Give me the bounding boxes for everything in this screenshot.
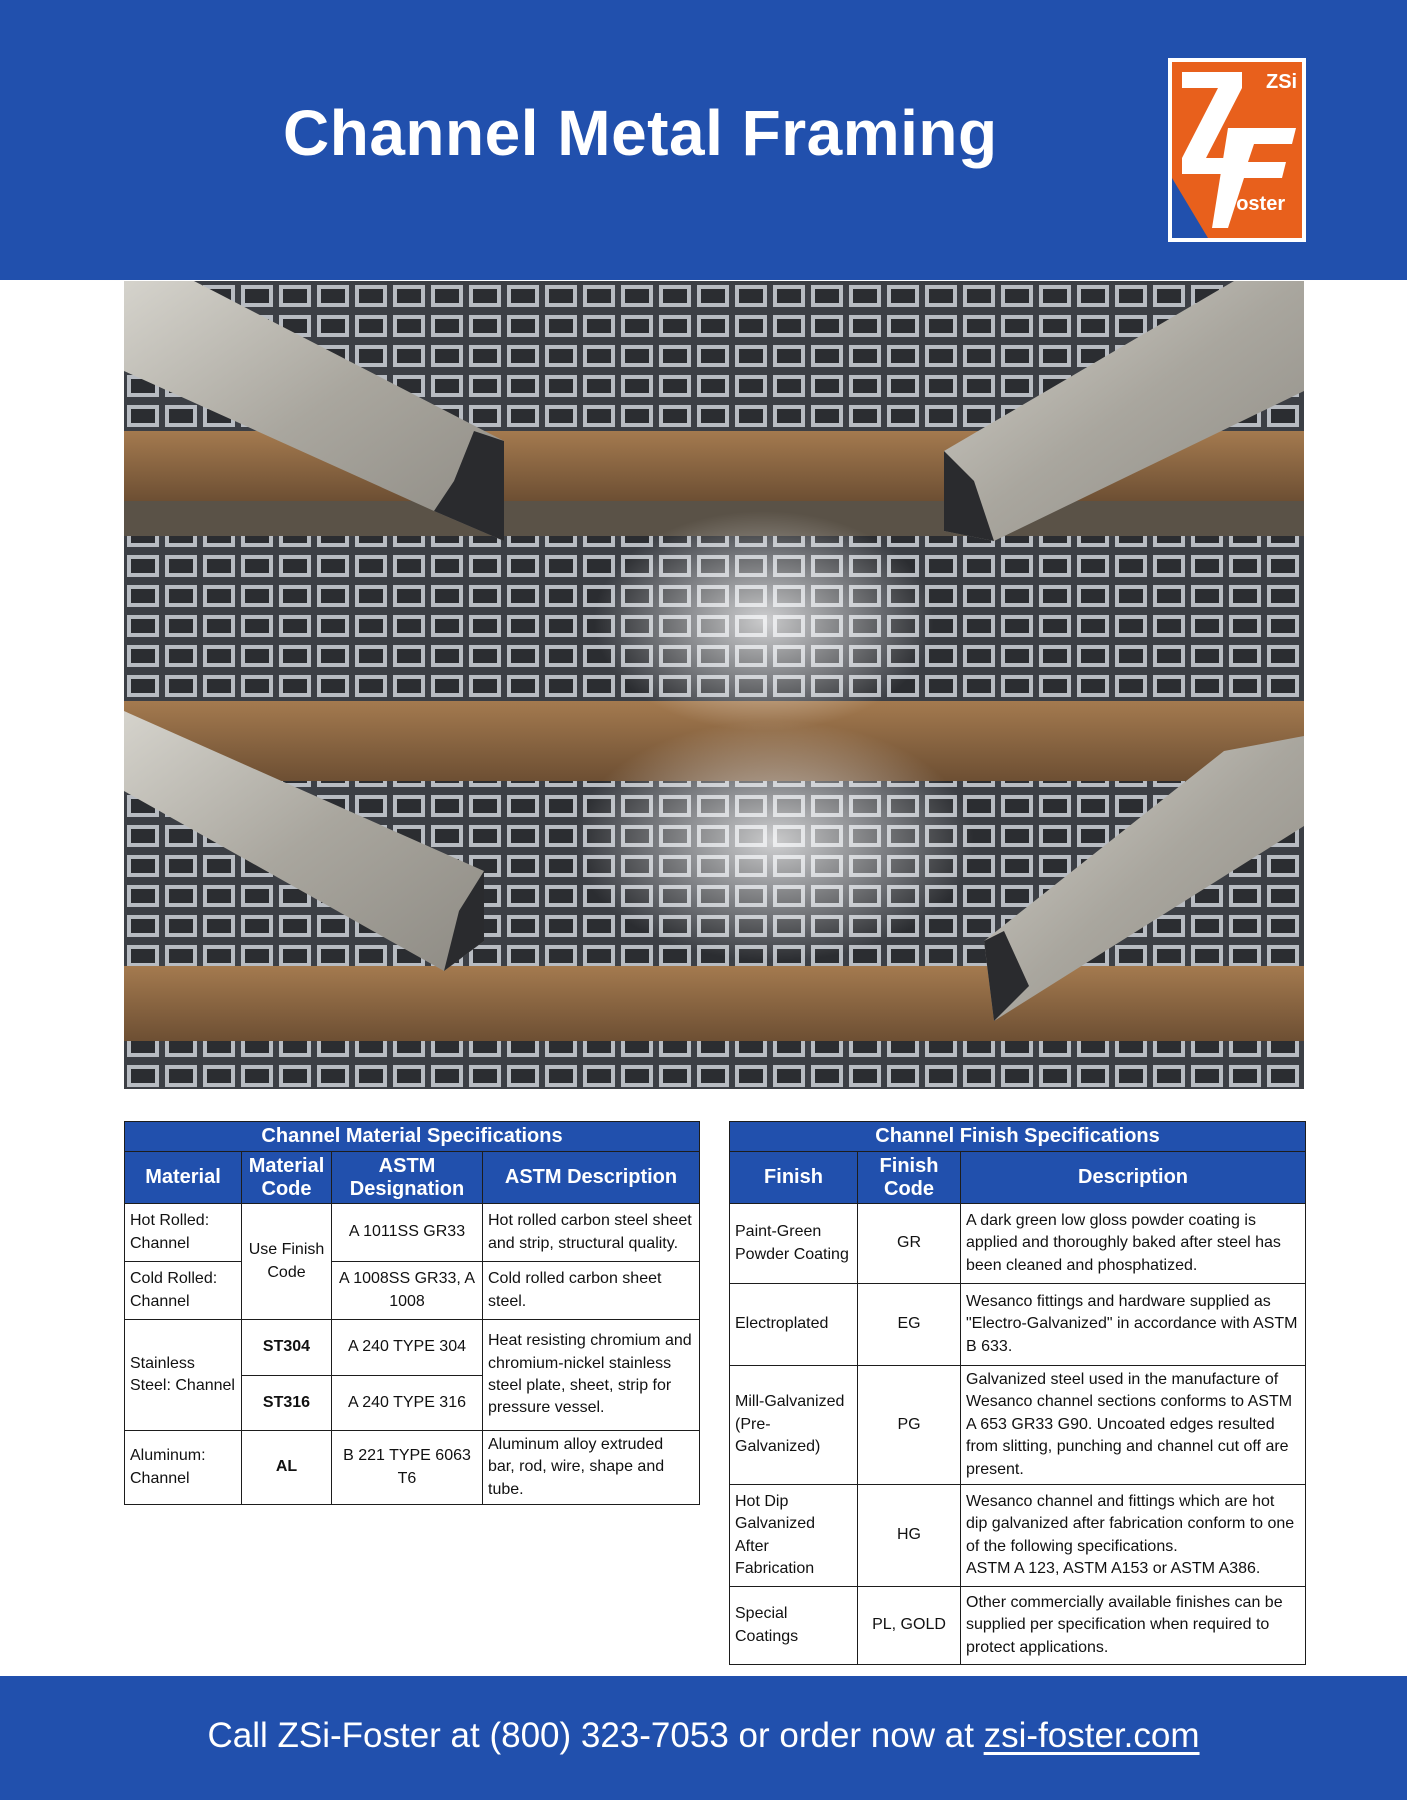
finish-cell: Hot Dip Galvanized After Fabrication [730, 1485, 858, 1587]
material-code-header: Material Code [242, 1152, 332, 1204]
description-cell: Cold rolled carbon sheet steel. [483, 1262, 700, 1320]
material-cell: Stainless Steel: Channel [125, 1320, 242, 1431]
finish-header: Finish [730, 1152, 858, 1204]
material-header: Material [125, 1152, 242, 1204]
designation-cell: A 240 TYPE 304 [332, 1320, 483, 1376]
material-code-cell: Use Finish Code [242, 1204, 332, 1320]
finish-cell: Electroplated [730, 1284, 858, 1366]
material-code-cell: ST316 [242, 1376, 332, 1431]
material-code-cell: ST304 [242, 1320, 332, 1376]
logo-top-text: ZSi [1266, 71, 1298, 93]
finish-code-cell: EG [858, 1284, 961, 1366]
finish-table-caption: Channel Finish Specifications [730, 1122, 1306, 1152]
zsi-foster-logo [1168, 58, 1306, 242]
table-row [730, 1366, 1306, 1485]
description-cell: Wesanco fittings and hardware supplied as "Electro-Galvanized" in accordance with ASTM B 633. [961, 1284, 1306, 1366]
material-cell: Hot Rolled: Channel [125, 1204, 242, 1262]
material-code-cell: AL [242, 1431, 332, 1505]
description-cell: A dark green low gloss powder coating is applied and thoroughly baked after steel has been cleaned and phosphatized. [961, 1204, 1306, 1284]
designation-cell: A 1008SS GR33, A 1008 [332, 1262, 483, 1320]
table-row [730, 1204, 1306, 1284]
table-row [730, 1485, 1306, 1587]
description-specs: ASTM A 123, ASTM A153 or ASTM A386. [966, 1559, 1261, 1577]
table-row [125, 1320, 700, 1376]
footer-call-to-action [0, 1716, 1407, 1756]
astm-designation-header: ASTM Designation [332, 1152, 483, 1204]
description-text: Wesanco channel and fittings which are hot dip galvanized after fabrication conform to one of the following specifications. [966, 1492, 1295, 1555]
finish-code-cell: PL, GOLD [858, 1587, 961, 1665]
description-cell: Heat resisting chromium and chromium-nickel stainless steel plate, sheet, strip for pressure vessel. [483, 1320, 700, 1431]
material-table-caption: Channel Material Specifications [125, 1122, 700, 1152]
material-cell: Cold Rolled: Channel [125, 1262, 242, 1320]
finish-cell: Paint-Green Powder Coating [730, 1204, 858, 1284]
description-cell: Aluminum alloy extruded bar, rod, wire, shape and tube. [483, 1431, 700, 1505]
table-row [125, 1431, 700, 1505]
footer-phone-text: Call ZSi-Foster at (800) 323-7053 or order now at [207, 1716, 984, 1755]
description-cell [961, 1485, 1306, 1587]
description-cell: Other commercially available finishes can be supplied per specification when required to protect applications. [961, 1587, 1306, 1665]
logo-bottom-text: Foster [1224, 193, 1286, 215]
designation-cell: A 240 TYPE 316 [332, 1376, 483, 1431]
table-row [125, 1204, 700, 1262]
finish-code-header: Finish Code [858, 1152, 961, 1204]
finish-cell: Special Coatings [730, 1587, 858, 1665]
description-header: Description [961, 1152, 1306, 1204]
table-row [730, 1284, 1306, 1366]
table-row [730, 1587, 1306, 1665]
page-title: Channel Metal Framing [283, 97, 998, 169]
description-cell: Galvanized steel used in the manufacture of Wesanco channel sections conforms to ASTM A 653 GR33 G90. Uncoated edges resulted from slitting, punching and channel cut off are present. [961, 1366, 1306, 1485]
footer-band [0, 1676, 1407, 1800]
description-cell: Hot rolled carbon steel sheet and strip, structural quality. [483, 1204, 700, 1262]
website-link[interactable]: zsi-foster.com [983, 1716, 1200, 1755]
finish-code-cell: GR [858, 1204, 961, 1284]
header-band [0, 0, 1407, 280]
channel-framing-photo [124, 281, 1304, 1089]
finish-specifications-table [729, 1121, 1306, 1665]
designation-cell: B 221 TYPE 6063 T6 [332, 1431, 483, 1505]
finish-code-cell: PG [858, 1366, 961, 1485]
table-row [125, 1262, 700, 1320]
material-cell: Aluminum: Channel [125, 1431, 242, 1505]
finish-code-cell: HG [858, 1485, 961, 1587]
astm-description-header: ASTM Description [483, 1152, 700, 1204]
designation-cell: A 1011SS GR33 [332, 1204, 483, 1262]
finish-cell: Mill-Galvanized (Pre-Galvanized) [730, 1366, 858, 1485]
material-specifications-table [124, 1121, 700, 1505]
